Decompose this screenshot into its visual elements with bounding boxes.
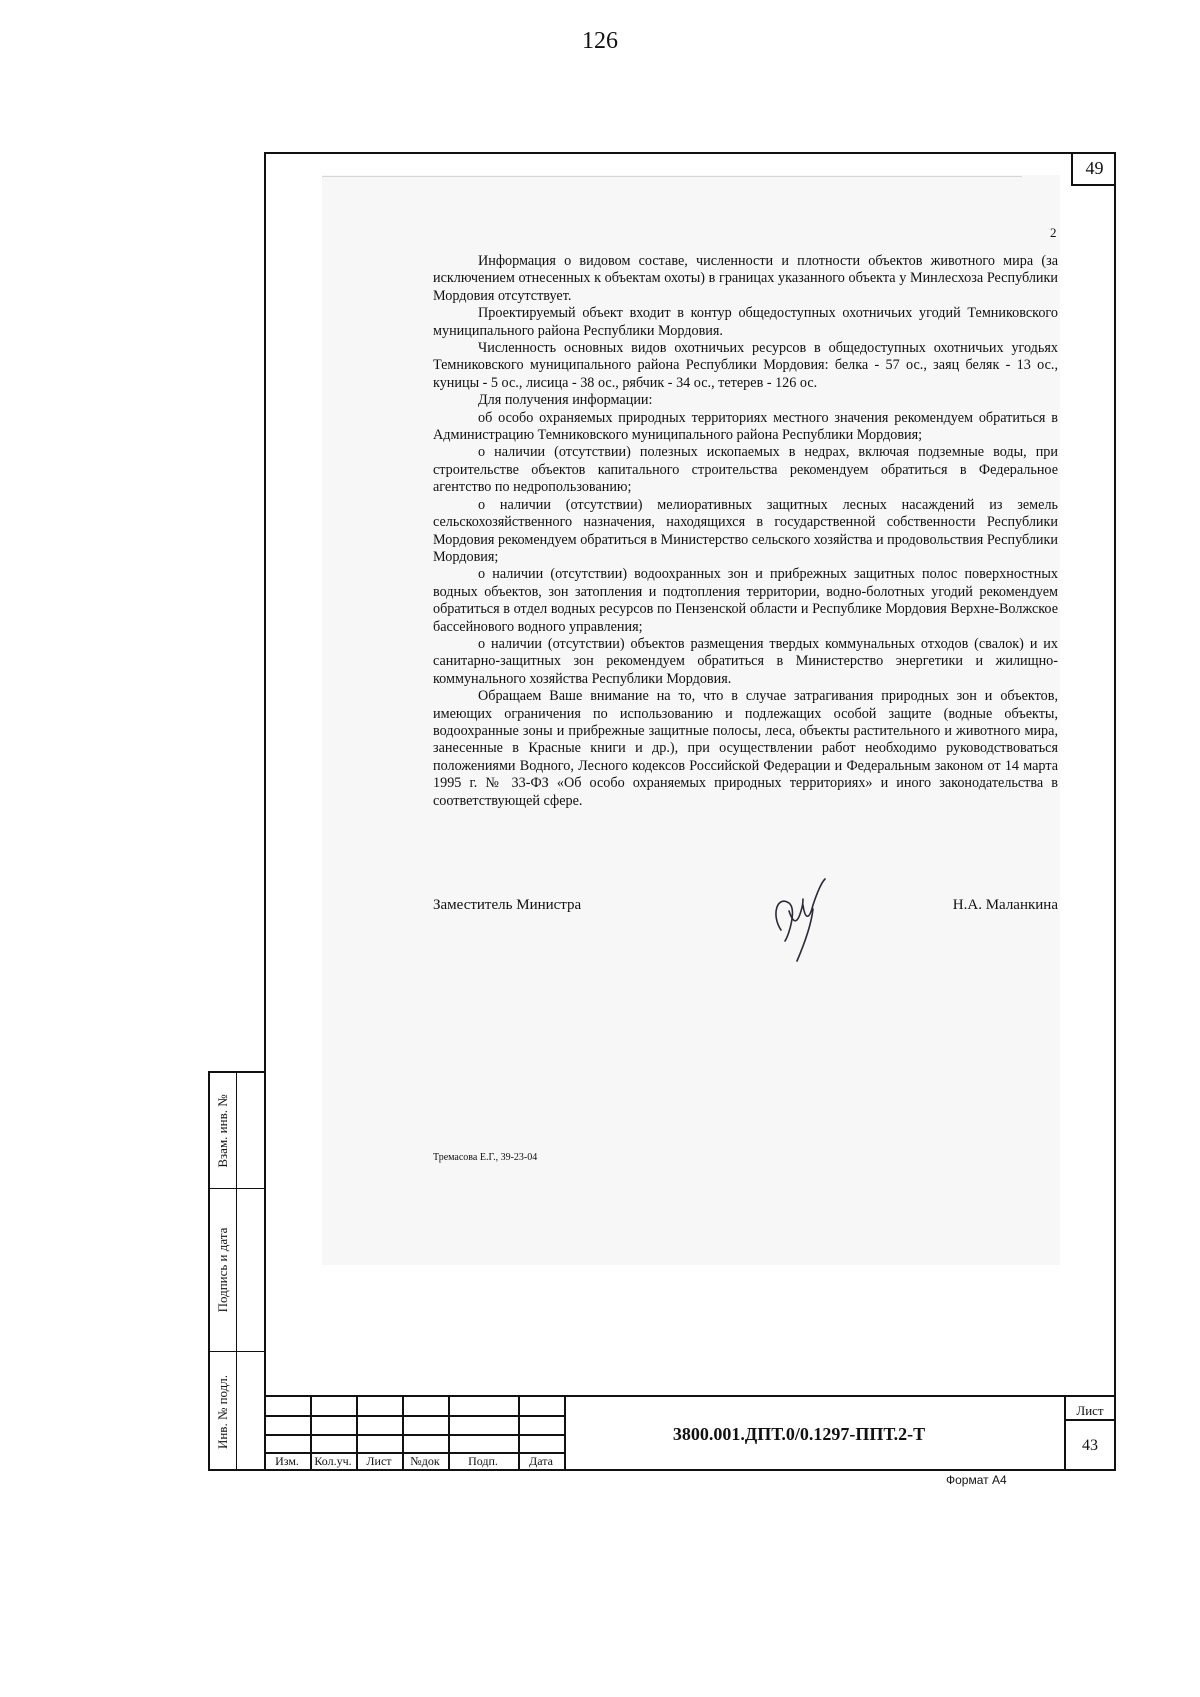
side-label: Инв. № подл.	[215, 1374, 230, 1449]
document-code: 3800.001.ДПТ.0/0.1297-ППТ.2-Т	[672, 1424, 926, 1444]
format-label: Формат А4	[946, 1473, 1007, 1487]
scan-edge-line	[322, 176, 1022, 177]
letter-paragraph: об особо охраняемых природных территориях местного значения рекомендуем обратиться в Администрацию Темниковского муниципального района Республики Мордовия;	[433, 409, 1058, 444]
column-header-date: Дата	[529, 1454, 553, 1468]
handwritten-signature	[763, 875, 833, 965]
letter-paragraph: о наличии (отсутствии) полезных ископаемых в недрах, включая подземные воды, при строительстве объектов капитального строительства рекомендуем обратиться в Федеральное агентство по недропользованию;	[433, 444, 1058, 496]
side-label: Подпись и дата	[215, 1227, 230, 1313]
side-label-cell	[210, 1073, 237, 1188]
sheet-label: Лист	[1076, 1403, 1104, 1418]
column-header-sheet: Лист	[366, 1454, 392, 1468]
column-header-revision: Изм.	[275, 1454, 299, 1468]
letter-paragraph: о наличии (отсутствии) водоохранных зон и прибрежных защитных полос поверхностных водных объектов, зон затопления и подтопления территории, водно-болотных угодий рекомендуем обратиться в отдел водных ресурсов по Пензенской области и Республике Мордовия Верхне-Волжское бассейнового водного управления;	[433, 566, 1058, 635]
letter-paragraph: Проектируемый объект входит в контур общедоступных охотничьих угодий Темниковского муниципального района Республики Мордовия.	[433, 305, 1058, 339]
sheet-number: 43	[1082, 1437, 1098, 1454]
title-block-rule	[1064, 1419, 1116, 1421]
signatory-title: Заместитель Министра	[433, 897, 582, 913]
executor-contact: Тремасова Е.Г., 39-23-04	[433, 1152, 538, 1163]
side-label-cell	[210, 1352, 237, 1471]
side-label: Взам. инв. №	[215, 1093, 230, 1168]
signature-row	[433, 897, 1058, 987]
letter-paragraph: Для получения информации:	[478, 392, 653, 409]
signatory-name: Н.А. Маланкина	[952, 897, 1058, 913]
letter-paragraph: о наличии (отсутствии) объектов размещения твердых коммунальных отходов (свалок) и их санитарно-защитных зон рекомендуем обратиться в Министерство энергетики и жилищно-коммунального хозяйства Республики Мордовия.	[433, 635, 1058, 687]
side-row-signature-date	[210, 1189, 264, 1352]
side-stamp	[208, 1071, 264, 1471]
column-header-signature: Подп.	[468, 1454, 498, 1468]
title-block-rule	[264, 1415, 564, 1417]
side-row-replacement-inv	[210, 1073, 264, 1189]
letter-paragraph: Численность основных видов охотничьих ресурсов в общедоступных охотничьих угодьях Темниковского муниципального района Республики Мордовия: белка - 57 ос., заяц беляк - 13 ос., куницы - 5 ос., лисица - 38 ос., рябчик - 34 ос., тетерев - 126 ос.	[433, 340, 1058, 391]
page-number: 126	[582, 28, 618, 54]
title-block-rule	[264, 1434, 564, 1436]
corner-sheet-number: 49	[1071, 152, 1116, 186]
side-label-cell	[210, 1189, 237, 1351]
title-block	[264, 1395, 1116, 1471]
letter-page-number: 2	[1050, 225, 1057, 240]
column-header-doc-number: №док	[410, 1454, 440, 1468]
column-header-count: Кол.уч.	[314, 1454, 352, 1468]
side-row-original-inv	[210, 1352, 264, 1471]
letter-paragraph: Информация о видовом составе, численности и плотности объектов животного мира (за исключением отнесенных к объектам охоты) в границах указанного объекта у Минлесхоза Республики Мордовия отсутствует.	[433, 253, 1058, 304]
letter-paragraph: о наличии (отсутствии) мелиоративных защитных лесных насаждений из земель сельскохозяйственного назначения, находящихся в государственной собственности Республики Мордовия рекомендуем обратиться в Министерство сельского хозяйства и продовольствия Республики Мордовия;	[433, 496, 1058, 565]
letter-body	[433, 253, 1058, 810]
letter-paragraph: Обращаем Ваше внимание на то, что в случае затрагивания природных зон и объектов, имеющих ограничения по использованию и подлежащих особой защите (водные объекты, водоохранные зоны и прибрежные защитные полосы, леса, объекты растительного и животного мира, занесенные в Красные книги и др.), при осуществлении работ необходимо руководствоваться положениями Водного, Лесного кодексов Российской Федерации и Федеральным законом от 14 марта 1995 г. № 33-ФЗ «Об особо охраняемых природных территориях» и иного законодательства в соответствующей сфере.	[433, 688, 1058, 809]
